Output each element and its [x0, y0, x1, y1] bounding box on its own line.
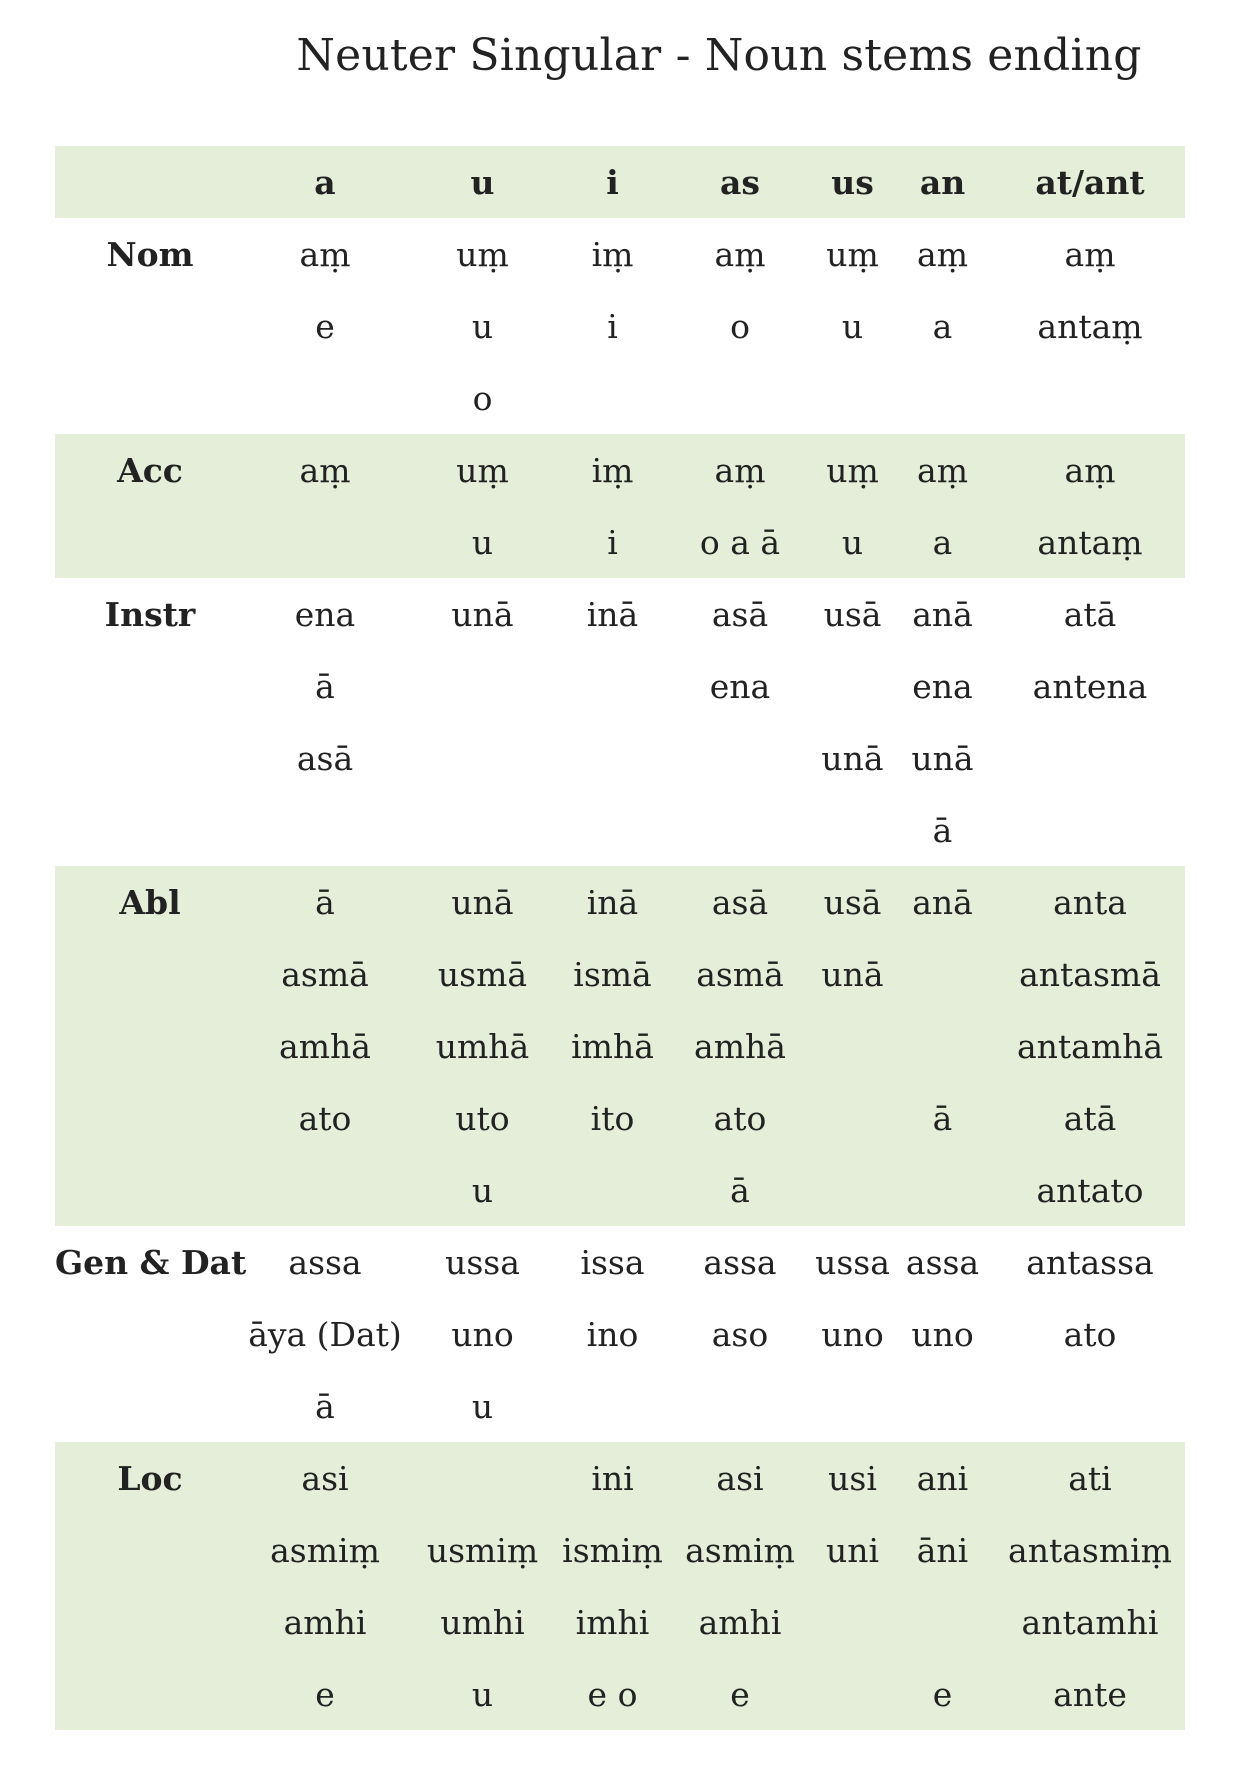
table-cell: usmiṃ	[426, 1530, 539, 1570]
table-cell: usā	[823, 882, 882, 922]
table-row	[55, 938, 1185, 1010]
table-cell: asā	[711, 882, 769, 922]
table-cell: aṃ	[299, 234, 351, 274]
header-cell-an: an	[919, 162, 966, 202]
table-row	[55, 1082, 1185, 1154]
table-cell: assa	[703, 1242, 777, 1282]
table-cell: amhi	[283, 1602, 367, 1642]
table-cell: ā	[315, 882, 335, 922]
page-title: Neuter Singular - Noun stems ending	[296, 30, 1142, 81]
table-cell: ato	[298, 1098, 352, 1138]
table-cell: antasmā	[1019, 954, 1161, 994]
table-cell: u	[471, 306, 494, 346]
table-row	[55, 218, 1185, 290]
table-row	[55, 722, 1185, 794]
table-cell: uṃ	[826, 234, 879, 274]
table-cell: a	[932, 522, 953, 562]
table-cell: ato	[713, 1098, 767, 1138]
table-cell: atā	[1063, 594, 1117, 634]
table-cell: issa	[580, 1242, 645, 1282]
table-row	[55, 1298, 1185, 1370]
table-row	[55, 1370, 1185, 1442]
table-cell: asmā	[696, 954, 784, 994]
table-cell: aṃ	[1064, 450, 1116, 490]
table-cell: assa	[288, 1242, 362, 1282]
table-cell: uto	[455, 1098, 510, 1138]
table-cell: usmā	[437, 954, 528, 994]
table-cell: iṃ	[591, 450, 634, 490]
table-row	[55, 578, 1185, 650]
table-row	[55, 1586, 1185, 1658]
table-cell: a	[932, 306, 953, 346]
table-cell: ani	[916, 1458, 969, 1498]
table-cell: asā	[711, 594, 769, 634]
table-cell: atā	[1063, 1098, 1117, 1138]
table-cell: ā	[315, 1386, 335, 1426]
table-row	[55, 362, 1185, 434]
table-cell: antato	[1036, 1170, 1144, 1210]
table-cell: antamhi	[1021, 1602, 1159, 1642]
table-cell: asmiṃ	[270, 1530, 380, 1570]
table-cell: u	[471, 522, 494, 562]
table-cell: ante	[1053, 1674, 1127, 1714]
header-cell-a: a	[314, 162, 336, 202]
table-cell: unā	[911, 738, 974, 778]
table-cell: ini	[591, 1458, 634, 1498]
table-row	[55, 1154, 1185, 1226]
table-cell: uni	[825, 1530, 880, 1570]
table-cell: āya (Dat)	[248, 1314, 402, 1354]
table-cell: antaṃ	[1037, 522, 1143, 562]
table-cell: ino	[586, 1314, 639, 1354]
table-cell: i	[607, 306, 618, 346]
table-cell: u	[841, 522, 864, 562]
table-header-row	[55, 146, 1185, 218]
table-cell: e	[315, 1674, 335, 1714]
header-cell-as: as	[720, 162, 760, 202]
table-cell: uno	[911, 1314, 974, 1354]
case-label: Gen & Dat	[55, 1242, 247, 1282]
table-cell: aṃ	[917, 234, 968, 274]
table-cell: umhi	[440, 1602, 525, 1642]
table-row	[55, 1514, 1185, 1586]
table-cell: inā	[586, 882, 639, 922]
table-cell: o a ā	[699, 522, 781, 562]
table-cell: u	[471, 1170, 494, 1210]
table-cell: antassa	[1026, 1242, 1154, 1282]
table-cell: asmiṃ	[685, 1530, 795, 1570]
table-cell: asi	[301, 1458, 349, 1498]
table-cell: unā	[451, 882, 514, 922]
table-row	[55, 506, 1185, 578]
table-cell: uno	[451, 1314, 514, 1354]
table-cell: usā	[823, 594, 882, 634]
table-cell: e o	[587, 1674, 638, 1714]
table-cell: ā	[315, 666, 335, 706]
table-cell: ismiṃ	[562, 1530, 663, 1570]
table-cell: anta	[1053, 882, 1127, 922]
table-cell: u	[471, 1674, 494, 1714]
table-grid	[55, 146, 1185, 1730]
table-cell: antasmiṃ	[1008, 1530, 1172, 1570]
table-cell: e	[932, 1674, 953, 1714]
table-cell: ato	[1063, 1314, 1117, 1354]
table-cell: ussa	[445, 1242, 520, 1282]
table-row	[55, 866, 1185, 938]
header-cell-at-ant: at/ant	[1035, 162, 1145, 202]
table-row	[55, 1658, 1185, 1730]
case-label: Abl	[119, 882, 181, 922]
table-row	[55, 1226, 1185, 1298]
table-cell: ussa	[815, 1242, 890, 1282]
table-cell: e	[315, 306, 335, 346]
table-cell: ena	[912, 666, 973, 706]
table-cell: ismā	[573, 954, 652, 994]
table-row	[55, 290, 1185, 362]
table-row	[55, 1442, 1185, 1514]
table-cell: aṃ	[1064, 234, 1116, 274]
table-cell: ena	[709, 666, 771, 706]
table-cell: ā	[730, 1170, 750, 1210]
table-cell: imhā	[571, 1026, 654, 1066]
table-row	[55, 1010, 1185, 1082]
table-cell: uṃ	[456, 234, 509, 274]
header-cell-us: us	[831, 162, 874, 202]
table-cell: u	[471, 1386, 494, 1426]
table-cell: ito	[590, 1098, 635, 1138]
table-cell: antena	[1032, 666, 1148, 706]
table-row	[55, 794, 1185, 866]
table-cell: anā	[912, 882, 973, 922]
table-row	[55, 434, 1185, 506]
table-cell: o	[730, 306, 750, 346]
table-cell: amhā	[694, 1026, 786, 1066]
table-cell: assa	[905, 1242, 980, 1282]
table-cell: aṃ	[917, 450, 968, 490]
table-cell: antaṃ	[1037, 306, 1143, 346]
table-cell: imhi	[575, 1602, 650, 1642]
table-cell: unā	[821, 738, 884, 778]
table-cell: uno	[821, 1314, 884, 1354]
table-cell: asi	[716, 1458, 764, 1498]
table-cell: umhā	[435, 1026, 530, 1066]
table-cell: amhi	[698, 1602, 782, 1642]
table-cell: anā	[912, 594, 973, 634]
table-cell: āni	[916, 1530, 969, 1570]
table-cell: antamhā	[1016, 1026, 1164, 1066]
table-cell: ati	[1068, 1458, 1112, 1498]
table-cell: ā	[932, 1098, 953, 1138]
table-cell: unā	[821, 954, 884, 994]
table-cell: asmā	[281, 954, 369, 994]
case-label: Nom	[106, 234, 194, 274]
table-cell: uṃ	[456, 450, 509, 490]
header-cell-i: i	[606, 162, 619, 202]
table-cell: ā	[932, 810, 953, 850]
table-cell: iṃ	[591, 234, 634, 274]
declension-table	[55, 146, 1185, 1730]
table-cell: unā	[451, 594, 514, 634]
table-cell: usi	[828, 1458, 877, 1498]
header-cell-u: u	[470, 162, 495, 202]
table-cell: aṃ	[714, 450, 766, 490]
case-label: Acc	[117, 450, 183, 490]
table-cell: u	[841, 306, 864, 346]
case-label: Instr	[104, 594, 196, 634]
table-cell: e	[730, 1674, 750, 1714]
table-cell: inā	[586, 594, 639, 634]
case-label: Loc	[117, 1458, 183, 1498]
table-cell: o	[472, 378, 493, 418]
table-cell: i	[607, 522, 618, 562]
table-cell: aso	[711, 1314, 769, 1354]
table-cell: ena	[294, 594, 356, 634]
table-cell: amhā	[279, 1026, 371, 1066]
table-cell: aṃ	[299, 450, 351, 490]
table-cell: uṃ	[826, 450, 879, 490]
table-cell: asā	[296, 738, 354, 778]
table-cell: aṃ	[714, 234, 766, 274]
table-row	[55, 650, 1185, 722]
